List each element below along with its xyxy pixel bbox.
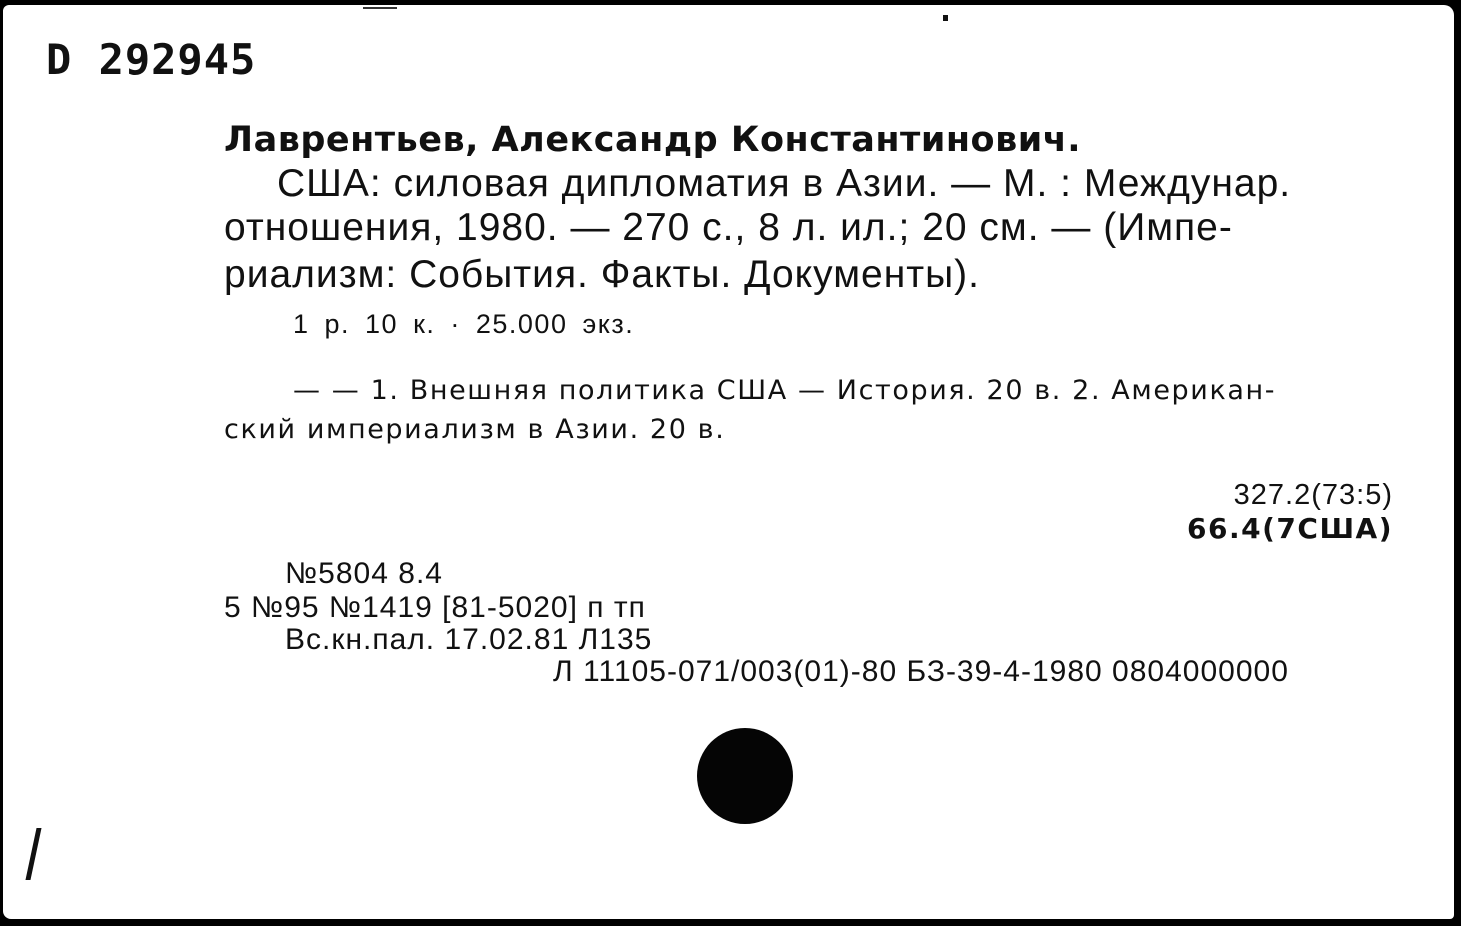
- title-line-2: отношения, 1980. — 270 с., 8 л. ил.; 20 см. — (Импе-: [224, 206, 1233, 249]
- scan-specks: [3, 5, 1454, 919]
- subject-line-2: ский империализм в Азии. 20 в.: [224, 414, 726, 445]
- call-number: D 292945: [46, 35, 257, 84]
- author-heading: Лаврентьев, Александр Константинович.: [224, 120, 1082, 160]
- technical-line-1: №5804 8.4: [285, 557, 443, 590]
- title-line-3: риализм: События. Факты. Документы).: [224, 253, 980, 296]
- classification-udc: 327.2(73:5): [1233, 479, 1393, 511]
- speck: [943, 15, 948, 21]
- title-line-1: США: силовая дипломатия в Азии. — М. : Междунар.: [277, 162, 1292, 205]
- catalog-card: [3, 5, 1454, 919]
- classification-bbk: 66.4(7США): [1187, 512, 1393, 545]
- subject-line-1: — — 1. Внешняя политика США — История. 20 в. 2. Американ-: [293, 375, 1277, 406]
- technical-line-2: 5 №95 №1419 [81-5020] п тп: [224, 591, 646, 624]
- technical-line-4: Л 11105-071/003(01)-80 БЗ-39-4-1980 0804000000: [553, 655, 1289, 688]
- speck: [363, 7, 397, 9]
- technical-line-3: Вс.кн.пал. 17.02.81 Л135: [285, 623, 653, 656]
- price-and-print-run: 1 р. 10 к. · 25.000 экз.: [293, 309, 635, 339]
